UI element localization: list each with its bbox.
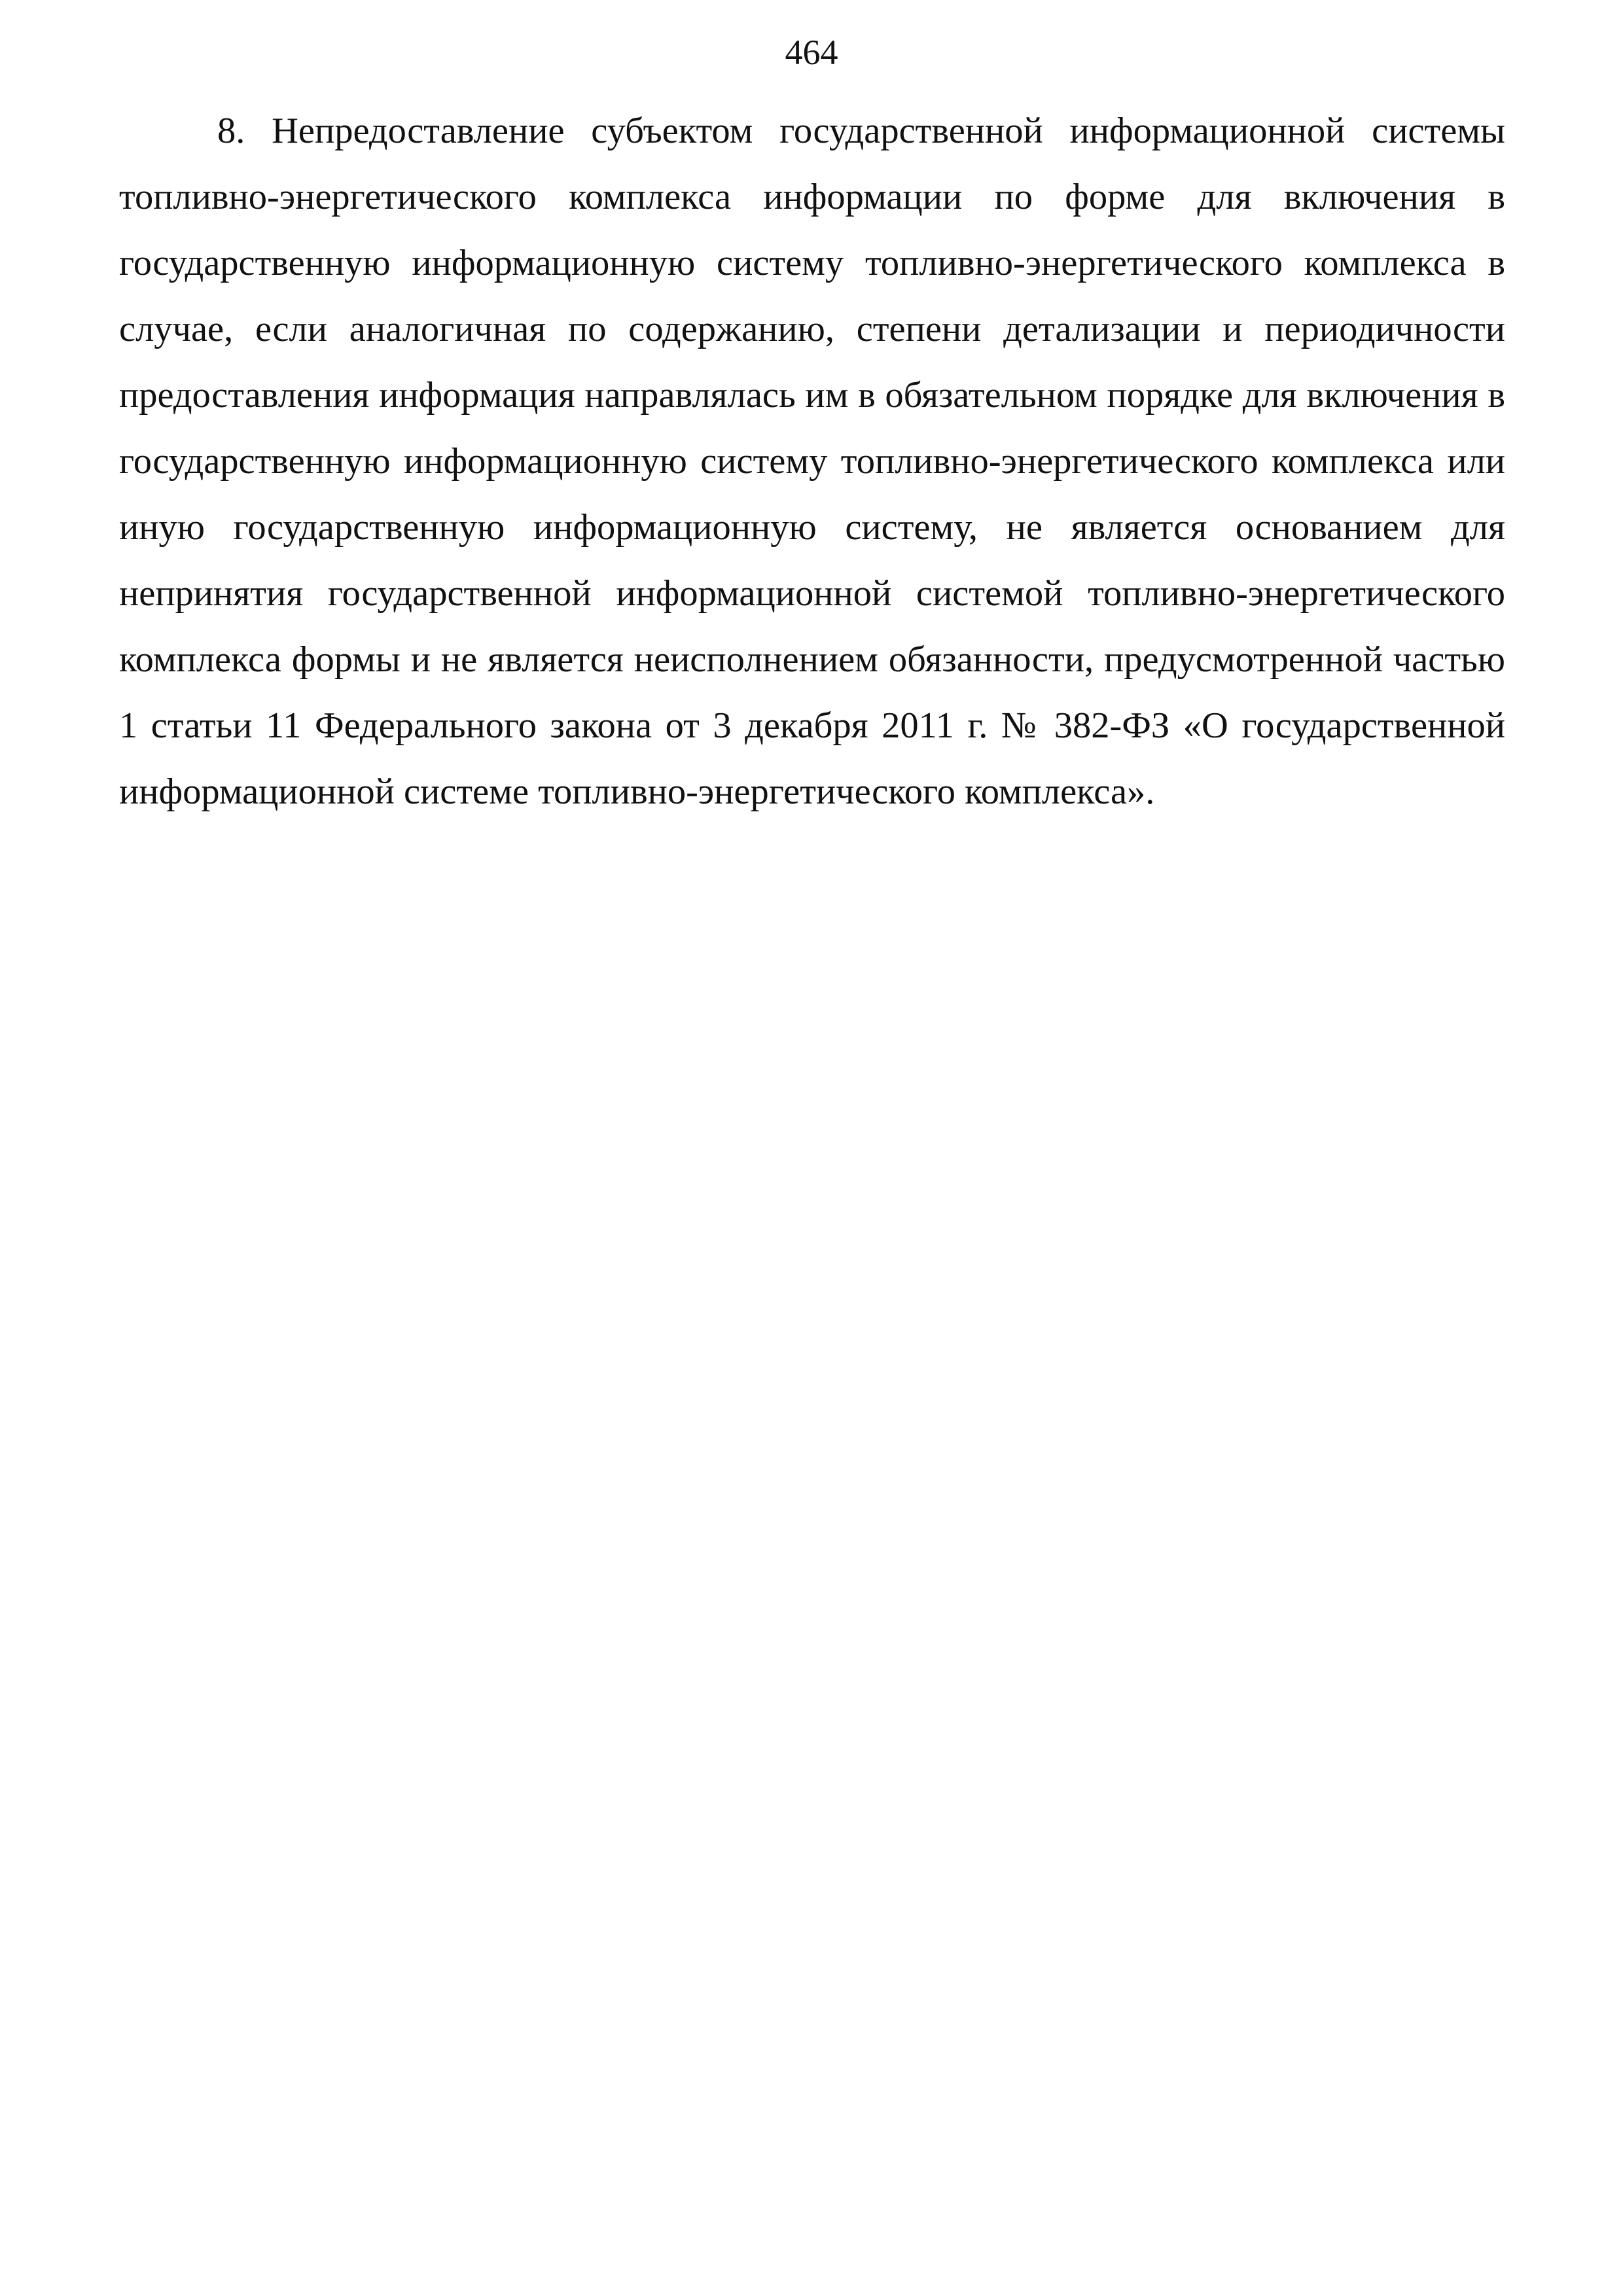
paragraph-8: 8. Непредоставление субъектом государственной информационной системы топливно-энергетического комплекса информации по форме для включения в государственную информационную систему топливно-энергетического комплекса в случае, если аналогичная по содержанию, степени детализации и периодичности предоставления информация направлялась им в обязательном порядке для включения в государственную информационную систему топливно-энергетического комплекса или иную государственную информационную систему, не является основанием для непринятия государственной информационной системой топливно-энергетического комплекса формы и не является неисполнением обязанности, предусмотренной частью 1 статьи 11 Федерального закона от 3 декабря 2011 г. № 382-ФЗ «О государственной информационной системе топливно-энергетического комплекса». (119, 111, 1505, 812)
page-number: 464 (785, 33, 838, 72)
